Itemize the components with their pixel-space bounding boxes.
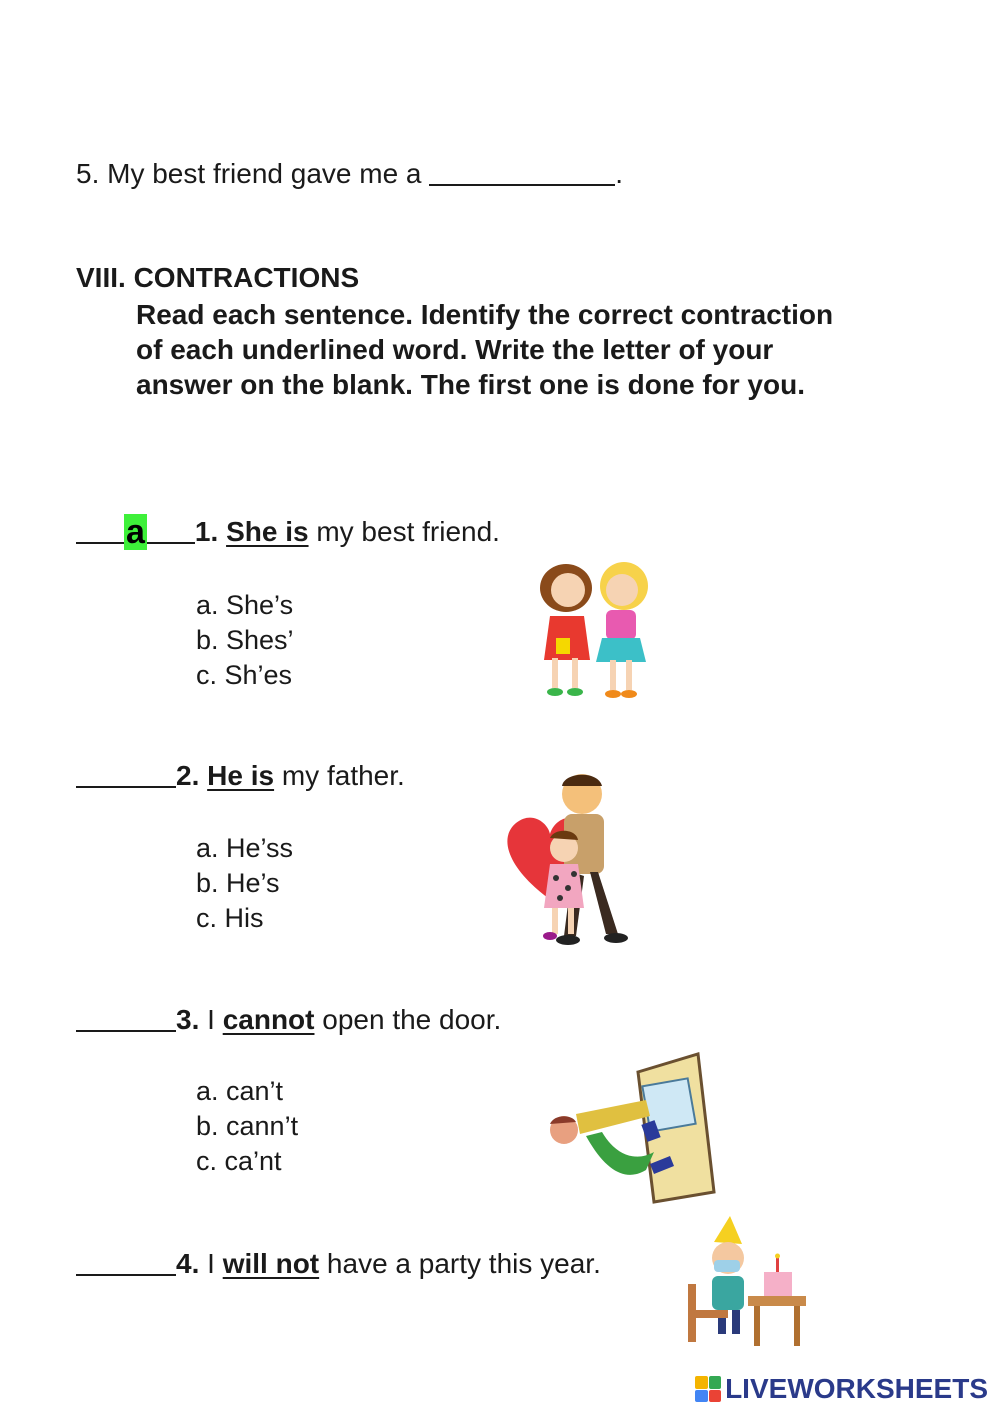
item-3-number: 3. [176, 1004, 200, 1035]
father-daughter-illustration [498, 768, 638, 948]
item-4-blank[interactable] [76, 1250, 176, 1276]
item-3-option-b[interactable]: b. cann’t [196, 1111, 299, 1141]
item-4-underlined: will not [222, 1248, 320, 1279]
item-1-answer[interactable]: a [126, 513, 145, 551]
item-1-line [76, 514, 500, 550]
question-5-text: 5. My best friend gave me a [76, 158, 422, 189]
two-girls-illustration [528, 560, 658, 705]
item-3-line [76, 1004, 501, 1036]
item-1-option-c[interactable]: c. Sh’es [196, 660, 293, 690]
item-3-rest: open the door. [322, 1004, 502, 1035]
item-2-blank[interactable] [76, 762, 176, 788]
item-1-option-b[interactable]: b. Shes’ [196, 625, 294, 655]
item-1-options [196, 588, 294, 693]
party-boy-illustration [684, 1214, 809, 1349]
item-2-number: 2. [176, 760, 200, 791]
section-title: VIII. CONTRACTIONS [76, 262, 360, 293]
item-4-prefix: I [207, 1248, 215, 1279]
item-2-option-a[interactable]: a. He’ss [196, 833, 294, 863]
liveworksheets-mark-icon [695, 1376, 721, 1402]
item-3-options [196, 1074, 298, 1179]
item-4-number: 4. [176, 1248, 200, 1279]
question-5-blank[interactable] [429, 160, 615, 186]
item-3-option-a[interactable]: a. can’t [196, 1076, 284, 1106]
logo-square-4 [709, 1390, 722, 1403]
door-illustration [546, 1052, 716, 1212]
item-2-line [76, 760, 405, 792]
item-4-rest: have a party this year. [326, 1248, 601, 1279]
item-3-blank[interactable] [76, 1006, 176, 1032]
question-5-period: . [615, 158, 624, 189]
item-3-option-c[interactable]: c. ca’nt [196, 1146, 282, 1176]
section-instructions: Read each sentence. Identify the correct contraction of each underlined word. Write the letter of your answer on the blank. The first one is done for you. [136, 299, 834, 400]
item-2-options [196, 831, 293, 936]
liveworksheets-logo [695, 1373, 988, 1405]
item-1-number: 1. [194, 516, 219, 547]
item-1-blank-left [76, 518, 124, 544]
item-2-option-b[interactable]: b. He’s [196, 868, 280, 898]
logo-square-1 [695, 1376, 708, 1389]
liveworksheets-wordmark: LIVEWORKSHEETS [725, 1373, 988, 1404]
item-4-line [76, 1248, 601, 1280]
item-3-prefix: I [207, 1004, 215, 1035]
logo-square-3 [695, 1390, 708, 1403]
item-1-option-a[interactable]: a. She’s [196, 590, 294, 620]
question-5 [76, 158, 623, 190]
item-1-underlined: She is [226, 516, 309, 547]
item-2-rest: my father. [281, 760, 405, 791]
item-1-rest: my best friend. [316, 516, 500, 547]
item-2-option-c[interactable]: c. His [196, 903, 264, 933]
logo-square-2 [709, 1376, 722, 1389]
item-1-blank-right [147, 518, 195, 544]
item-2-underlined: He is [207, 760, 275, 791]
item-3-underlined: cannot [222, 1004, 315, 1035]
